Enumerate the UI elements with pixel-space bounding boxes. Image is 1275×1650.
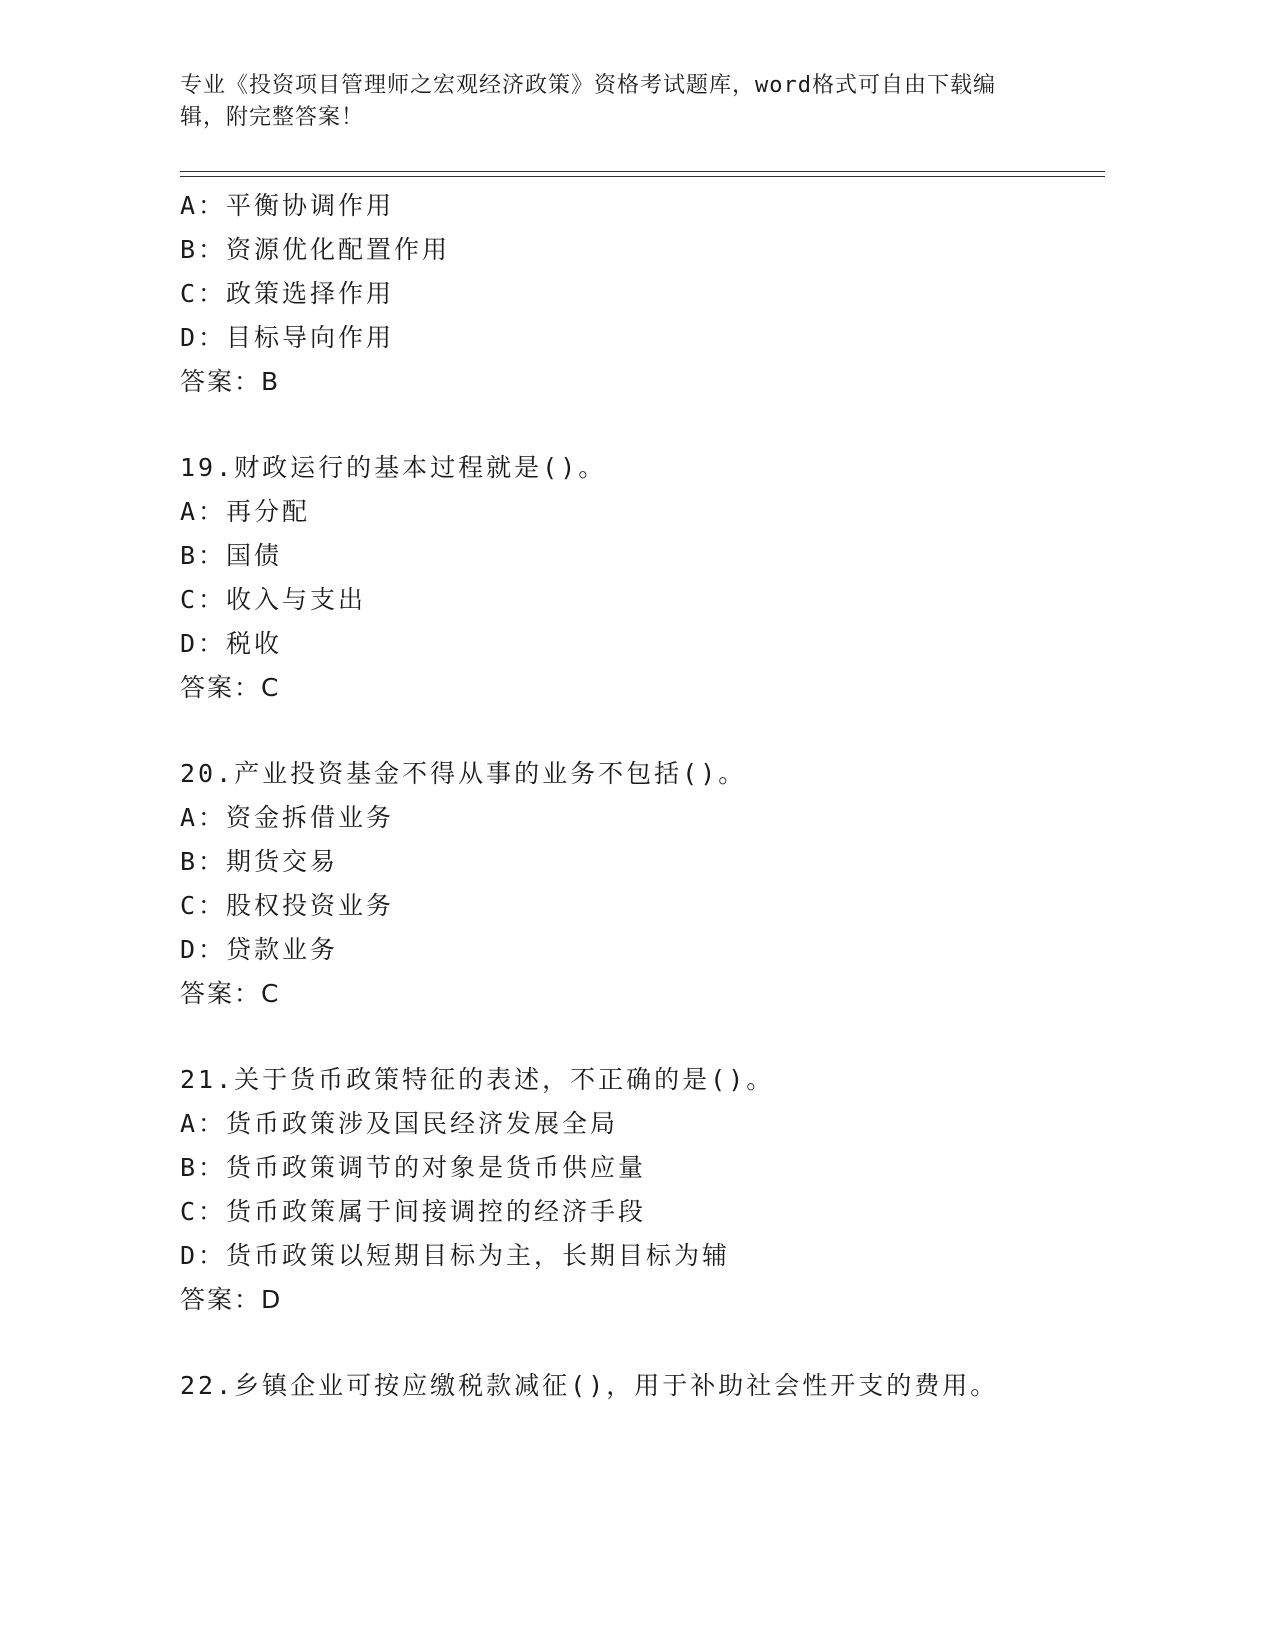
question-19 (180, 446, 1105, 710)
option-b: B：资源优化配置作用 (180, 235, 451, 264)
question-text: 22.乡镇企业可按应缴税款减征()，用于补助社会性开支的费用。 (180, 1371, 999, 1400)
header-rule-top (180, 171, 1105, 172)
spacer (180, 710, 1105, 752)
question-20 (180, 752, 1105, 1016)
question-21 (180, 1058, 1105, 1322)
option-c: C：货币政策属于间接调控的经济手段 (180, 1197, 647, 1226)
question-list (180, 184, 1105, 1408)
option-c: C：股权投资业务 (180, 891, 395, 920)
spacer (180, 1322, 1105, 1364)
option-b: B：期货交易 (180, 847, 339, 876)
spacer (180, 1016, 1105, 1058)
header-line-2: 辑，附完整答案！ (180, 105, 365, 130)
header-rule-bottom (180, 176, 1105, 177)
option-b: B：货币政策调节的对象是货币供应量 (180, 1153, 647, 1182)
question-text: 19.财政运行的基本过程就是()。 (180, 453, 607, 482)
question-text: 20.产业投资基金不得从事的业务不包括()。 (180, 759, 747, 788)
answer: 答案：B (180, 367, 281, 396)
option-d: D：税收 (180, 629, 283, 658)
option-c: C：收入与支出 (180, 585, 367, 614)
question-18 (180, 184, 1105, 404)
document-header (180, 70, 1080, 134)
option-d: D：目标导向作用 (180, 323, 395, 352)
header-line-1: 专业《投资项目管理师之宏观经济政策》资格考试题库，word格式可自由下载编 (180, 73, 996, 98)
option-a: A：资金拆借业务 (180, 803, 395, 832)
answer: 答案：D (180, 1285, 283, 1314)
answer: 答案：C (180, 673, 281, 702)
option-c: C：政策选择作用 (180, 279, 395, 308)
answer: 答案：C (180, 979, 281, 1008)
option-a: A：平衡协调作用 (180, 191, 395, 220)
spacer (180, 404, 1105, 446)
option-d: D：贷款业务 (180, 935, 339, 964)
option-a: A：货币政策涉及国民经济发展全局 (180, 1109, 619, 1138)
question-22 (180, 1364, 1105, 1408)
option-b: B：国债 (180, 541, 283, 570)
option-d: D：货币政策以短期目标为主，长期目标为辅 (180, 1241, 731, 1270)
question-text: 21.关于货币政策特征的表述，不正确的是()。 (180, 1065, 775, 1094)
option-a: A：再分配 (180, 497, 311, 526)
